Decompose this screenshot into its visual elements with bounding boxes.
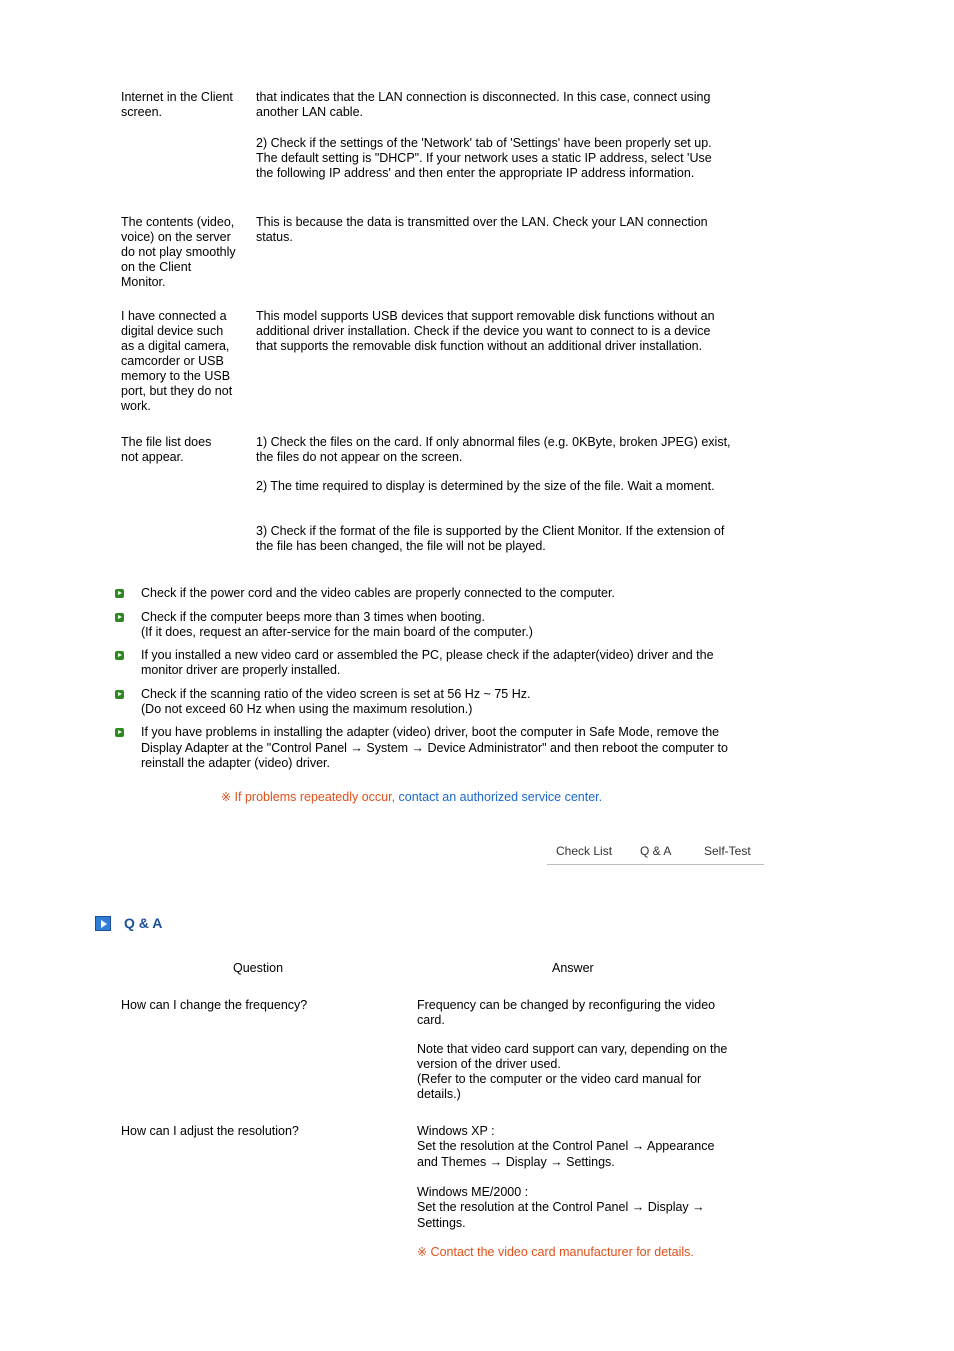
checklist-item-text: Check if the power cord and the video cables are properly connected to the computer. [141,586,615,600]
checklist-item-text: If you have problems in installing the adapter (video) driver, boot the computer in Safe Mode, remove the Display Adapter at the "Control Panel → System → Device Administrator" and then reboot the computer to reinstall the adapter (video) driver. [141,725,728,770]
qa-answer: Windows ME/2000 : [417,1185,529,1199]
reference-mark-icon: ※ [417,1245,428,1259]
symptom-cell: I have connected a digital device such as a digital camera, camcorder or USB memory to the USB port, but they do not work. [121,309,233,413]
solution-cell: 2) The time required to display is determined by the size of the file. Wait a moment. [256,479,715,493]
qa-section-title: Q & A [124,915,163,931]
green-arrow-bullet-icon [115,613,124,622]
checklist-item [141,586,741,601]
nav-self-test[interactable]: Self-Test [704,844,751,858]
nav-qa[interactable]: Q & A [640,844,672,858]
reference-mark-icon: ※ [221,790,232,804]
checklist-item [141,725,741,772]
symptom-cell: Internet in the Client screen. [121,90,233,119]
qa-question: How can I adjust the resolution? [121,1124,299,1138]
checklist-item [141,687,741,717]
checklist-item [141,610,741,640]
green-arrow-bullet-icon [115,690,124,699]
checklist-item-subtext: (Do not exceed 60 Hz when using the maximum resolution.) [141,702,473,716]
solution-cell: This model supports USB devices that support removable disk functions without an additional driver installation. Check if the device you want to connect to is a device that supports the removable disk function without an additional driver installation. [256,309,715,353]
qa-section-arrow-icon [95,916,111,931]
solution-cell: 2) Check if the settings of the 'Network' tab of 'Settings' have been properly set up. The default setting is "DHCP". If your network uses a static IP address, select 'Use the following IP address' and then enter the appropriate IP address information. [256,136,712,180]
qa-question: How can I change the frequency? [121,998,308,1012]
answer-column-header: Answer [552,961,594,975]
checklist-item-text: If you installed a new video card or assembled the PC, please check if the adapter(video) driver and the monitor driver are properly installed. [141,648,714,677]
service-center-link[interactable]: contact an authorized service center. [398,790,603,804]
solution-cell: This is because the data is transmitted over the LAN. Check your LAN connection status. [256,215,708,244]
qa-answer: Windows XP : [417,1124,495,1138]
question-column-header: Question [233,961,284,975]
notice-text: If problems repeatedly occur, [234,790,396,804]
checklist-item [141,648,741,678]
qa-note-text: Contact the video card manufacturer for details. [430,1245,694,1259]
nav-divider [547,864,764,865]
qa-answer: Note that video card support can vary, depending on the version of the driver used. [417,1042,728,1071]
green-arrow-bullet-icon [115,589,124,598]
symptom-cell: The contents (video, voice) on the server do not play smoothly on the Client Monitor. [121,215,236,289]
qa-answer: Set the resolution at the Control Panel → Appearance and Themes → Display → Settings. [417,1139,715,1169]
solution-cell: that indicates that the LAN connection is disconnected. In this case, connect using another LAN cable. [256,90,711,119]
service-notice [221,790,602,805]
checklist-item-text: Check if the scanning ratio of the video screen is set at 56 Hz ~ 75 Hz. [141,687,531,701]
symptom-cell: The file list does not appear. [121,435,212,464]
solution-cell: 3) Check if the format of the file is supported by the Client Monitor. If the extension of the file has been changed, the file will not be played. [256,524,725,553]
checklist-item-text: Check if the computer beeps more than 3 times when booting. [141,610,485,624]
qa-note [417,1245,694,1260]
green-arrow-bullet-icon [115,651,124,660]
checklist-item-subtext: (If it does, request an after-service for the main board of the computer.) [141,625,533,639]
green-arrow-bullet-icon [115,728,124,737]
qa-answer: (Refer to the computer or the video card manual for details.) [417,1072,702,1101]
nav-check-list[interactable]: Check List [556,844,613,858]
qa-answer: Frequency can be changed by reconfiguring the video card. [417,998,716,1027]
qa-answer: Set the resolution at the Control Panel → Display → Settings. [417,1200,705,1230]
solution-cell: 1) Check the files on the card. If only abnormal files (e.g. 0KByte, broken JPEG) exist, the files do not appear on the screen. [256,435,731,464]
